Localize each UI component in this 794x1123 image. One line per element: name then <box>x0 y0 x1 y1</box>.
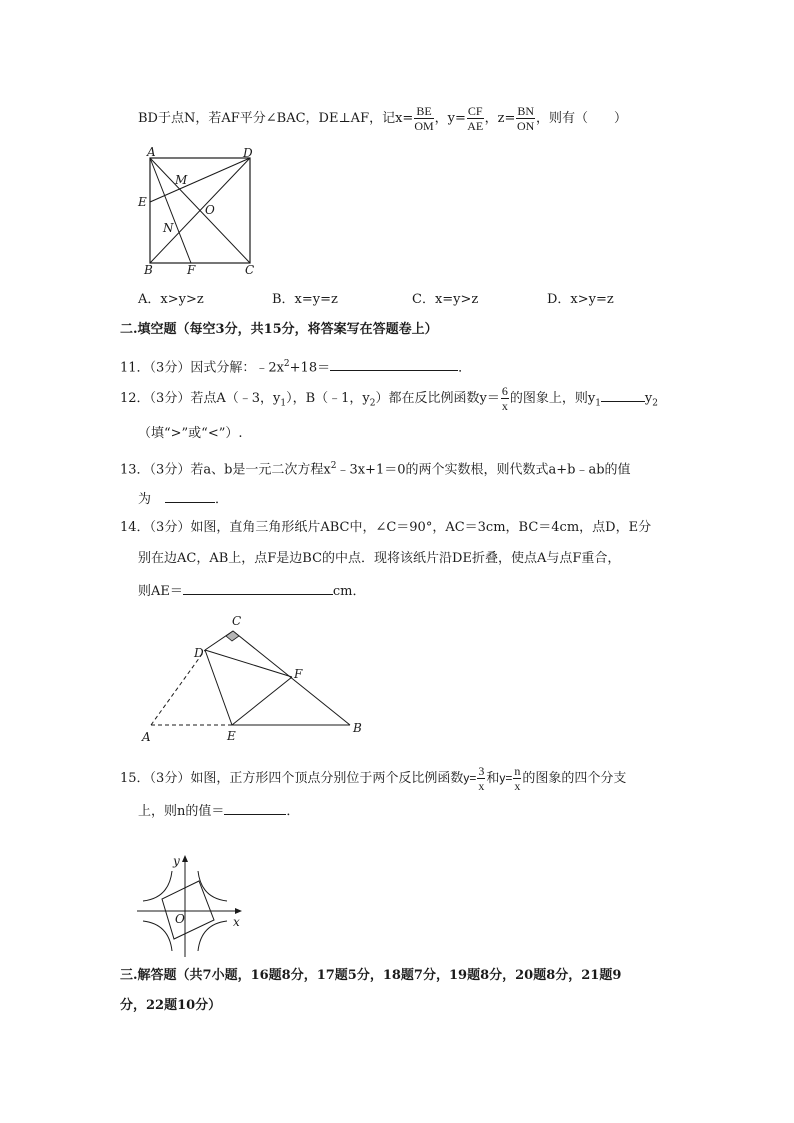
section-2-heading: 二.填空题（每空3分，共15分，将答案写在答题卷上） <box>120 322 438 337</box>
label-f: F <box>294 667 303 681</box>
label-n: N <box>163 221 174 235</box>
section-3-heading-line1: 三.解答题（共7小题，16题8分，17题5分，18题7分，19题8分，20题8分，21题9 <box>120 968 622 983</box>
label-e: E <box>138 195 147 209</box>
fraction-6-x: $\frac{6}{x}$ <box>501 384 508 413</box>
label-c: C <box>232 614 242 628</box>
label-y: y <box>173 854 180 868</box>
answer-blank-13[interactable] <box>165 488 215 503</box>
square-figure <box>130 140 270 280</box>
label-x: x <box>233 915 240 929</box>
q15-line2: 上，则n的值＝ ． <box>138 800 299 822</box>
label-b: B <box>353 721 362 735</box>
q11: 11．（3分）因式分解：$﹣2x^2+18=$ ． <box>120 354 471 378</box>
fraction-bn-on: $\frac{BN}{ON}$ <box>517 104 535 133</box>
hyperbola-figure <box>135 852 255 962</box>
label-b: B <box>144 263 153 277</box>
right-angle-marker <box>226 631 239 641</box>
label-f: F <box>187 263 196 277</box>
branch-q1 <box>198 871 227 901</box>
q12: 12．（3分）若点A（﹣3，$y_1$），B（﹣1，$y_2$）都在反比例函数y＝ $\frac{6}{x}$ 的图象上，则$y_1$ $y_2$ <box>120 384 659 413</box>
label-d: D <box>243 146 253 160</box>
option-b: B．x=y=z <box>272 292 338 307</box>
label-c: C <box>245 263 255 277</box>
q10-stem: BD于点N，若AF平分∠BAC，DE⊥AF，记x= $\frac{BE}{OM}$ ，y= $\frac{CF}{AE}$ ，z= $\frac{BN}{ON}$ ，则有（ ） <box>138 104 628 133</box>
label-e: E <box>227 729 236 743</box>
fraction-n-x: $\frac{n}{x}$ <box>514 764 521 793</box>
label-a: A <box>142 730 151 744</box>
fraction-cf-ae: $\frac{CF}{AE}$ <box>467 104 484 133</box>
segment-ef <box>232 677 292 725</box>
branch-q3 <box>143 921 172 951</box>
q14-line1: 14．（3分）如图，直角三角形纸片ABC中，∠C＝90°，AC＝3cm，BC＝4cm，点D，E分 <box>120 520 652 535</box>
section-3-heading-line2: 分，22题10分） <box>120 998 222 1013</box>
label-a: A <box>147 145 156 159</box>
label-d: D <box>194 646 204 660</box>
dashed-ad <box>151 650 205 725</box>
answer-blank-15[interactable] <box>224 800 286 815</box>
segment-de <box>205 650 232 725</box>
label-o: O <box>175 912 185 926</box>
q14-line3: 则AE＝ cm． <box>138 580 366 602</box>
q13-line2: 为 ． <box>138 488 228 510</box>
label-m: M <box>175 173 188 187</box>
label-o: O <box>205 203 215 217</box>
option-d: D．x>y=z <box>547 292 614 307</box>
fraction-be-om: $\frac{BE}{OM}$ <box>414 104 434 133</box>
q13: 13．（3分）若a、b是一元二次方程$x^2﹣3x+1=0$的两个实数根，则代数式a+b﹣ab的值 <box>120 461 631 478</box>
option-c: C．x=y>z <box>412 292 479 307</box>
triangle-figure <box>135 610 375 750</box>
answer-blank-12[interactable] <box>601 387 645 402</box>
segment-df <box>205 650 292 677</box>
option-a: A．x>y>z <box>138 292 204 307</box>
answer-blank-14[interactable] <box>183 580 333 595</box>
q15: 15．（3分）如图，正方形四个顶点分别位于两个反比例函数y= $\frac{3}{x}$ 和y= $\frac{n}{x}$ 的图象的四个分支 <box>120 764 627 793</box>
answer-blank-11[interactable] <box>330 356 458 371</box>
fraction-3-x: $\frac{3}{x}$ <box>478 764 485 793</box>
q12-line2: （填“>”或“<”）. <box>138 426 243 441</box>
q14-line2: 别在边AC，AB上，点F是边BC的中点．现将该纸片沿DE折叠，使点A与点F重合， <box>138 551 621 566</box>
segment-de <box>150 158 250 202</box>
